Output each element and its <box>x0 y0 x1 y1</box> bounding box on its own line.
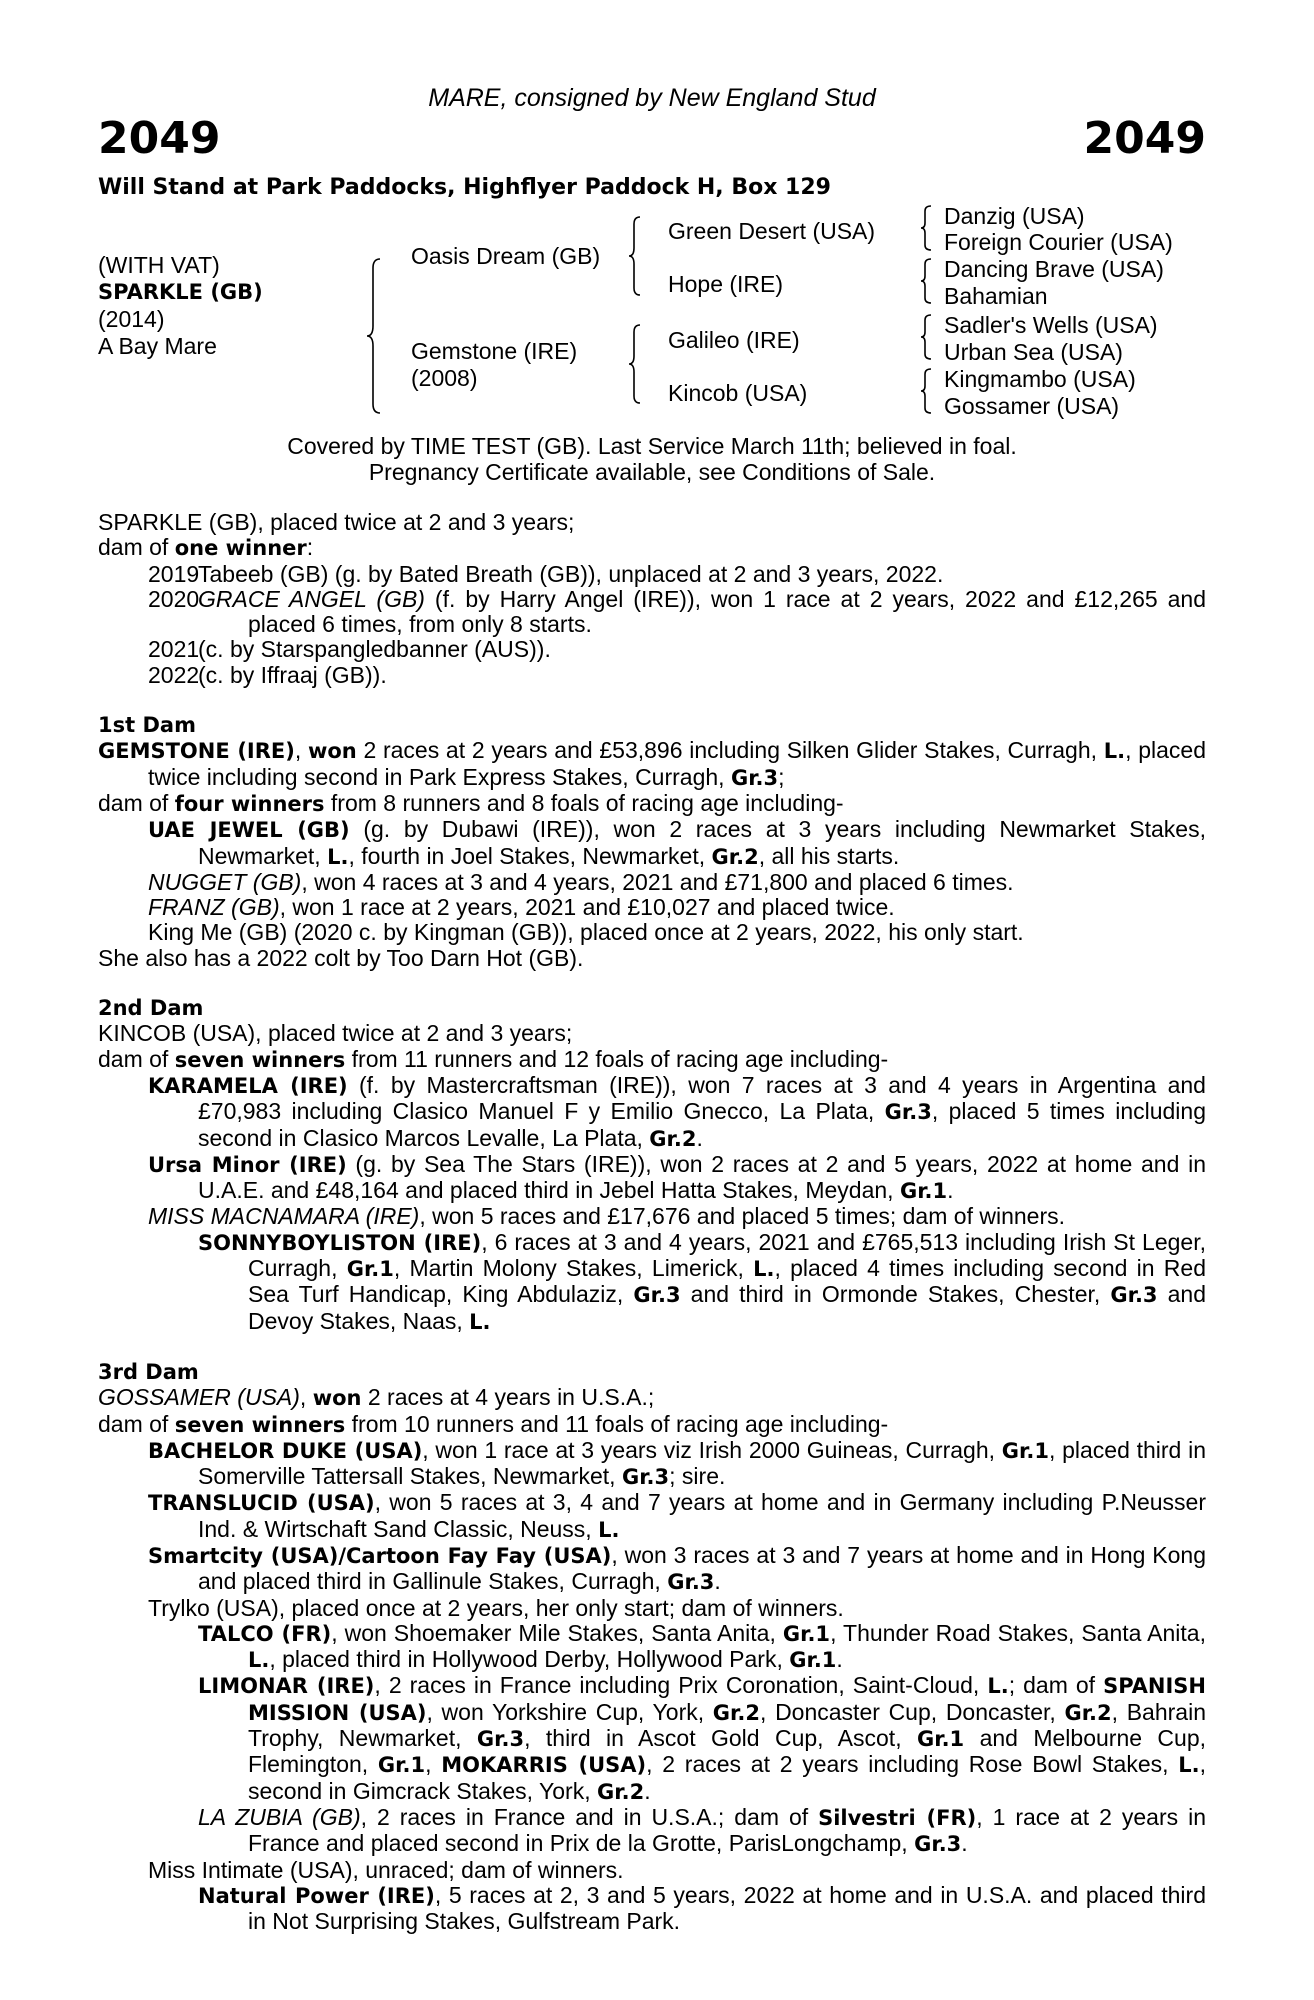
dam-sire-dam: Urban Sea (USA) <box>944 339 1123 365</box>
sire: Oasis Dream (GB) <box>411 243 601 269</box>
stand-location: Will Stand at Park Paddocks, Highflyer Paddock H, Box 129 <box>98 175 831 200</box>
produce-row: 2019 Tabeeb (GB) (g. by Bated Breath (GB)), unplaced at 2 and 3 years, 2022. <box>148 560 944 587</box>
first-dam-heading: 1st Dam <box>98 713 196 738</box>
brace-dam <box>628 324 642 404</box>
list-item: KARAMELA (IRE) (f. by Mastercraftsman (IRE)), won 7 races at 3 and 4 years in Argentina and £70,983 including Clasico Manuel F y Emilio Gnecco, La Plata, Gr.3, placed 5 times including second in Clasico Marcos Levalle, La Plata, Gr.2. <box>148 1071 1206 1151</box>
sire-sire-dam: Foreign Courier (USA) <box>944 229 1173 255</box>
list-item: BACHELOR DUKE (USA), won 1 race at 3 years viz Irish 2000 Guineas, Curragh, Gr.1, placed third in Somerville Tattersall Stakes, Newmarket, Gr.3; sire. <box>148 1436 1206 1490</box>
list-item: Miss Intimate (USA), unraced; dam of winners. <box>148 1856 624 1883</box>
list-item: TRANSLUCID (USA), won 5 races at 3, 4 and 7 years at home and in Germany including P.Neusser Ind. & Wirtschaft Sand Classic, Neuss, L. <box>148 1489 1206 1542</box>
sire-dam-sire: Dancing Brave (USA) <box>944 256 1164 282</box>
list-item: Ursa Minor (IRE) (g. by Sea The Stars (IRE)), won 2 races at 2 and 5 years, 2022 at home and in U.A.E. and £48,164 and placed third in Jebel Hatta Stakes, Meydan, Gr.1. <box>148 1150 1206 1204</box>
list-item: She also has a 2022 colt by Too Darn Hot (GB). <box>98 944 584 971</box>
list-item: King Me (GB) (2020 c. by Kingman (GB)), placed once at 2 years, 2022, his only start. <box>148 919 1024 946</box>
horse-name: SPARKLE (GB) <box>98 280 263 304</box>
horse-year: (2014) <box>98 306 165 332</box>
list-item: Smartcity (USA)/Cartoon Fay Fay (USA), won 3 races at 3 and 7 years at home and in Hong Kong and placed third in Gallinule Stakes, Curragh, Gr.3. <box>148 1541 1206 1595</box>
list-item: LA ZUBIA (GB), 2 races in France and in U.S.A.; dam of Silvestri (FR), 1 race at 2 years in France and placed second in Prix de la Grotte, ParisLongchamp, Gr.3. <box>198 1803 1206 1857</box>
second-dam-produce: dam of seven winners from 11 runners and 12 foals of racing age including- <box>98 1045 889 1072</box>
pedigree-table <box>98 200 1206 425</box>
first-dam-record: GEMSTONE (IRE), won 2 races at 2 years and £53,896 including Silken Glider Stakes, Curragh, L., placed twice including second in Park Express Stakes, Curragh, Gr.3; <box>98 737 1206 790</box>
list-item: FRANZ (GB), won 1 race at 2 years, 2021 and £10,027 and placed twice. <box>148 894 895 921</box>
list-item: UAE JEWEL (GB) (g. by Dubawi (IRE)), won 2 races at 3 years including Newmarket Stakes, Newmarket, L., fourth in Joel Stakes, Newmarket, Gr.2, all his starts. <box>148 816 1206 869</box>
dam-dam: Kincob (USA) <box>668 380 808 406</box>
dam-sire-sire: Sadler's Wells (USA) <box>944 312 1158 338</box>
third-dam-produce: dam of seven winners from 10 runners and 11 foals of racing age including- <box>98 1410 889 1437</box>
dam: Gemstone (IRE) <box>411 338 578 364</box>
list-item: SONNYBOYLISTON (IRE), 6 races at 3 and 4 years, 2021 and £765,513 including Irish St Leger, Curragh, Gr.1, Martin Molony Stakes, Limerick, L., placed 4 times including second in Red Sea Turf Handicap, King Abdulaziz, Gr.3 and third in Ormonde Stakes, Chester, Gr.3 and Devoy Stakes, Naas, L. <box>198 1228 1207 1334</box>
dam-dam-sire: Kingmambo (USA) <box>944 366 1136 392</box>
list-item: Natural Power (IRE), 5 races at 2, 3 and 5 years, 2022 at home and in U.S.A. and placed third in Not Surprising Stakes, Gulfstream Park. <box>198 1881 1206 1935</box>
produce-row: 2021 (c. by Starspangledbanner (AUS)). <box>148 636 551 663</box>
third-dam-heading: 3rd Dam <box>98 1359 199 1384</box>
list-item: MISS MACNAMARA (IRE), won 5 races and £17,676 and placed 5 times; dam of winners. <box>148 1203 1065 1230</box>
sire-sire-sire: Danzig (USA) <box>944 203 1085 229</box>
brace-gen1 <box>366 258 382 414</box>
vat-note: (WITH VAT) <box>98 252 220 278</box>
dam-year: (2008) <box>411 365 478 391</box>
brace-ss <box>920 205 932 251</box>
brace-sire <box>628 216 642 296</box>
first-dam-produce: dam of four winners from 8 runners and 8 foals of racing age including- <box>98 789 844 816</box>
brace-sd <box>920 258 932 304</box>
consignor-line: MARE, consigned by New England Stud <box>428 84 876 112</box>
catalogue-page <box>98 0 1206 2000</box>
list-item: LIMONAR (IRE), 2 races in France including Prix Coronation, Saint-Cloud, L.; dam of SPANISH MISSION (USA), won Yorkshire Cup, York, Gr.2, Doncaster Cup, Doncaster, Gr.2, Bahrain Trophy, Newmarket, Gr.3, third in Ascot Gold Cup, Ascot, Gr.1 and Melbourne Cup, Flemington, Gr.1, MOKARRIS (USA), 2 races at 2 years including Rose Bowl Stakes, L., second in Gimcrack Stakes, York, Gr.2. <box>198 1672 1207 1804</box>
intro-dam-of: dam of one winner: <box>98 534 314 561</box>
second-dam-record: KINCOB (USA), placed twice at 2 and 3 years; <box>98 1020 573 1047</box>
list-item: NUGGET (GB), won 4 races at 3 and 4 years, 2021 and £71,800 and placed 6 times. <box>148 868 1014 895</box>
intro-line: SPARKLE (GB), placed twice at 2 and 3 years; <box>98 509 575 535</box>
second-dam-heading: 2nd Dam <box>98 996 204 1021</box>
list-item: TALCO (FR), won Shoemaker Mile Stakes, Santa Anita, Gr.1, Thunder Road Stakes, Santa Anita, L., placed third in Hollywood Derby, Hollywood Park, Gr.1. <box>198 1619 1206 1673</box>
catalogue-body <box>98 510 1206 1934</box>
produce-row: 2022 (c. by Iffraaj (GB)). <box>148 661 387 688</box>
produce-row: 2020 GRACE ANGEL (GB) (f. by Harry Angel (IRE)), won 1 race at 2 years, 2022 and £12,265 and placed 6 times, from only 8 starts. <box>148 585 1206 638</box>
lot-number-right: 2049 <box>1083 113 1206 164</box>
brace-ds <box>920 314 932 360</box>
covered-note <box>98 433 1206 485</box>
dam-sire: Galileo (IRE) <box>668 327 800 353</box>
dam-dam-dam: Gossamer (USA) <box>944 393 1120 419</box>
third-dam-record: GOSSAMER (USA), won 2 races at 4 years in U.S.A.; <box>98 1384 655 1411</box>
covered-line-1: Covered by TIME TEST (GB). Last Service March 11th; believed in foal. <box>287 433 1017 459</box>
sire-sire: Green Desert (USA) <box>668 218 876 244</box>
brace-dd <box>920 368 932 414</box>
covered-line-2: Pregnancy Certificate available, see Conditions of Sale. <box>368 459 936 485</box>
sire-dam: Hope (IRE) <box>668 271 784 297</box>
horse-description: A Bay Mare <box>98 333 217 359</box>
list-item: Trylko (USA), placed once at 2 years, her only start; dam of winners. <box>148 1594 844 1621</box>
lot-number-left: 2049 <box>98 113 221 164</box>
sire-dam-dam: Bahamian <box>944 283 1048 309</box>
